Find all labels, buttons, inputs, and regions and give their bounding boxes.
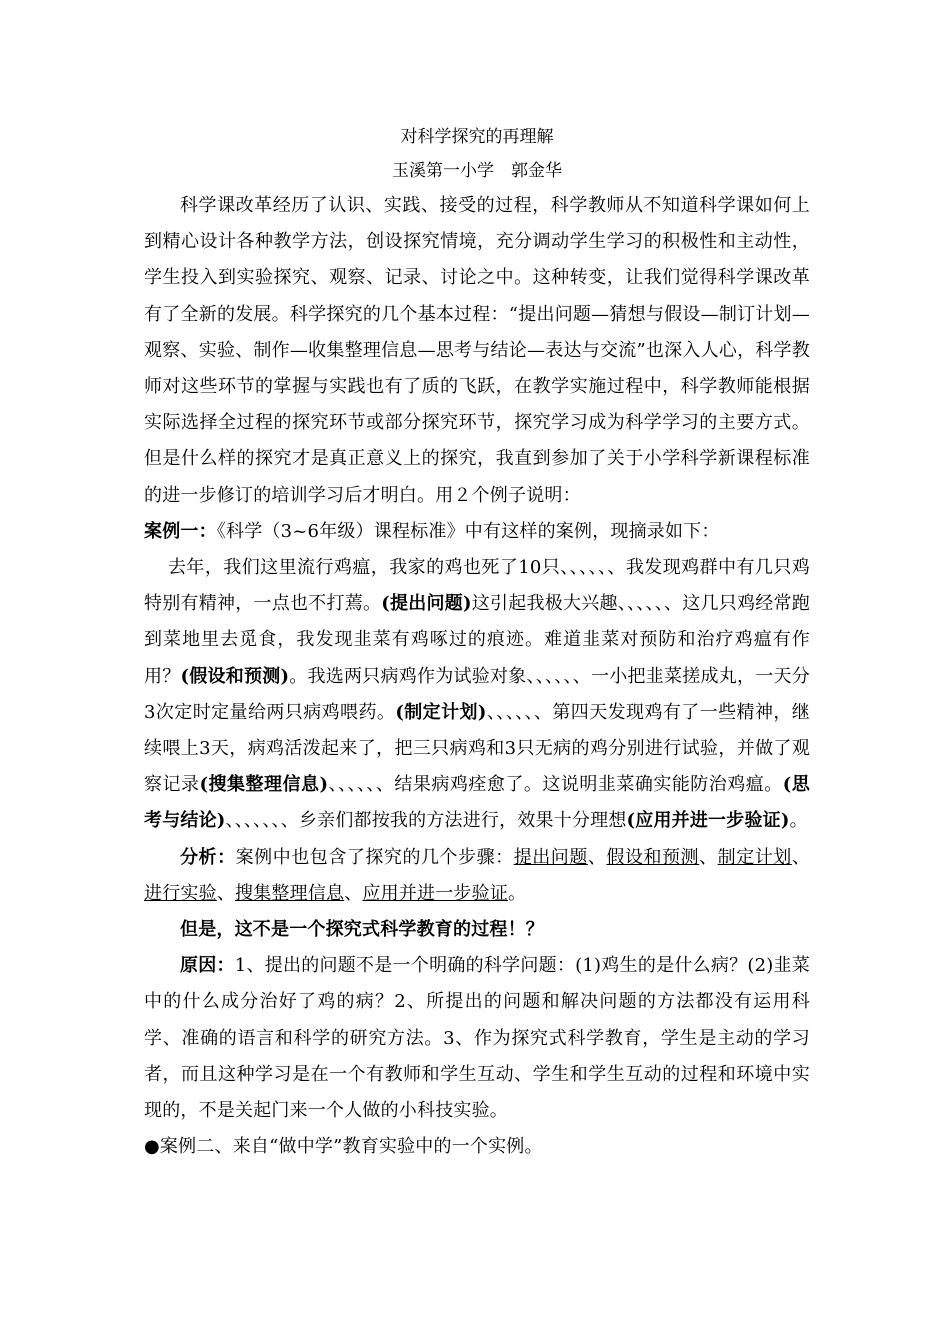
analysis-step: 应用并进一步验证 [362,882,509,904]
analysis-step: 制定计划 [717,846,792,868]
story-sentence: 、、、、、、第四天发现鸡有了一些精神，继续喂上3天，病鸡活泼起来了，把三只病鸡和3只无病的鸡分别进行试验，并做了观察记录 [144,701,810,796]
case1-paragraph [144,514,810,550]
analysis-step: 搜集整理信息 [235,882,345,904]
step-tag: (假设和预测) [180,665,290,687]
step-tag: (应用并进一步验证) [626,810,790,832]
step-tag: (搜集整理信息) [199,774,329,796]
separator: 、 [344,882,363,904]
case2-paragraph: ●案例二、来自“做中学”教育实验中的一个实例。 [144,1136,543,1158]
page-title: 对科学探究的再理解 [400,127,554,147]
story-sentence: 这引起我极大兴趣、、、、、、这几只鸡经常跑到菜地里去觅食，我发现韭菜有鸡啄过的痕迹。难道韭菜对预防和治疗鸡瘟有作用？ [144,593,810,687]
separator: 、 [699,846,718,868]
separator: 、 [791,846,811,868]
author-line: 玉溪第一小学 郭金华 [392,161,562,181]
question-paragraph: 但是，这不是一个探究式科学教育的过程！？ [180,919,544,941]
story-sentence: 、、、、、、、乡亲们都按我的方法进行，效果十分理想 [225,810,627,832]
story-sentence: 去年，我们这里流行鸡瘟，我家的鸡也死了10只、、、、、、我发现鸡群中有几只鸡特别有精神，一点也不打蔫。 [144,557,810,615]
period: 。 [508,882,527,904]
reason-label: 原因： [180,955,235,977]
analysis-text: 案例中也包含了探究的几个步骤： [235,846,514,868]
analysis-step: 提出问题 [513,846,588,868]
case1-label: 案例一： [144,520,217,542]
analysis-label: 分析： [180,846,236,868]
analysis-paragraph [144,840,810,912]
document-page [144,120,810,1165]
intro-paragraph: 科学课改革经历了认识、实践、接受的过程，科学教师从不知道科学课如何上到精心设计各种教学方法，创设探究情境，充分调动学生学习的积极性和主动性，学生投入到实验探究、观察、记录、讨论之中。这种转变，让我们觉得科学课改革有了全新的发展。科学探究的几个基本过程：“提出问题—猜想与假设—制订计划—观察、实验、制作—收集整理信息—思考与结论—表达与交流”也深入人心，科学教师对这些环节的掌握与实践也有了质的飞跃，在教学实施过程中，科学教师能根据实际选择全过程的探究环节或部分探究环节，探究学习成为科学学习的主要方式。但是什么样的探究才是真正意义上的探究，我直到参加了关于小学科学新课程标准的进一步修订的培训学习后才明白。用２个例子说明： [144,195,810,506]
story-sentence: 。 [789,810,808,832]
separator: 、 [216,882,236,904]
analysis-step: 进行实验 [144,882,217,904]
separator: 、 [587,846,607,868]
case1-text: 《科学（3~6年级）课程标准》中有这样的案例，现摘录如下： [216,520,720,542]
step-tag: (提出问题) [381,593,472,615]
story-sentence: 、、、、、、结果病鸡痊愈了。这说明韭菜确实能防治鸡瘟。 [328,774,783,796]
reason-paragraph [144,948,810,1129]
step-tag: (制定计划) [395,701,487,723]
story-paragraph [144,550,810,840]
analysis-step: 假设和预测 [606,846,700,868]
story-sentence: 。我选两只病鸡作为试验对象、、、、、、一小把韭菜搓成丸，一天分3次定时定量给两只病鸡喂药。 [144,665,810,723]
step-tag: (思考与结论) [144,774,810,832]
reason-text: 1、提出的问题不是一个明确的科学问题：(1)鸡生的是什么病？(2)韭菜中的什么成分治好了鸡的病？2、所提出的问题和解决问题的方法都没有运用科学、准确的语言和科学的研究方法。3、作为探究式科学教育，学生是主动的学习者，而且这种学习是在一个有教师和学生互动、学生和学生互动的过程和环境中实现的，不是关起门来一个人做的小科技实验。 [144,955,810,1122]
